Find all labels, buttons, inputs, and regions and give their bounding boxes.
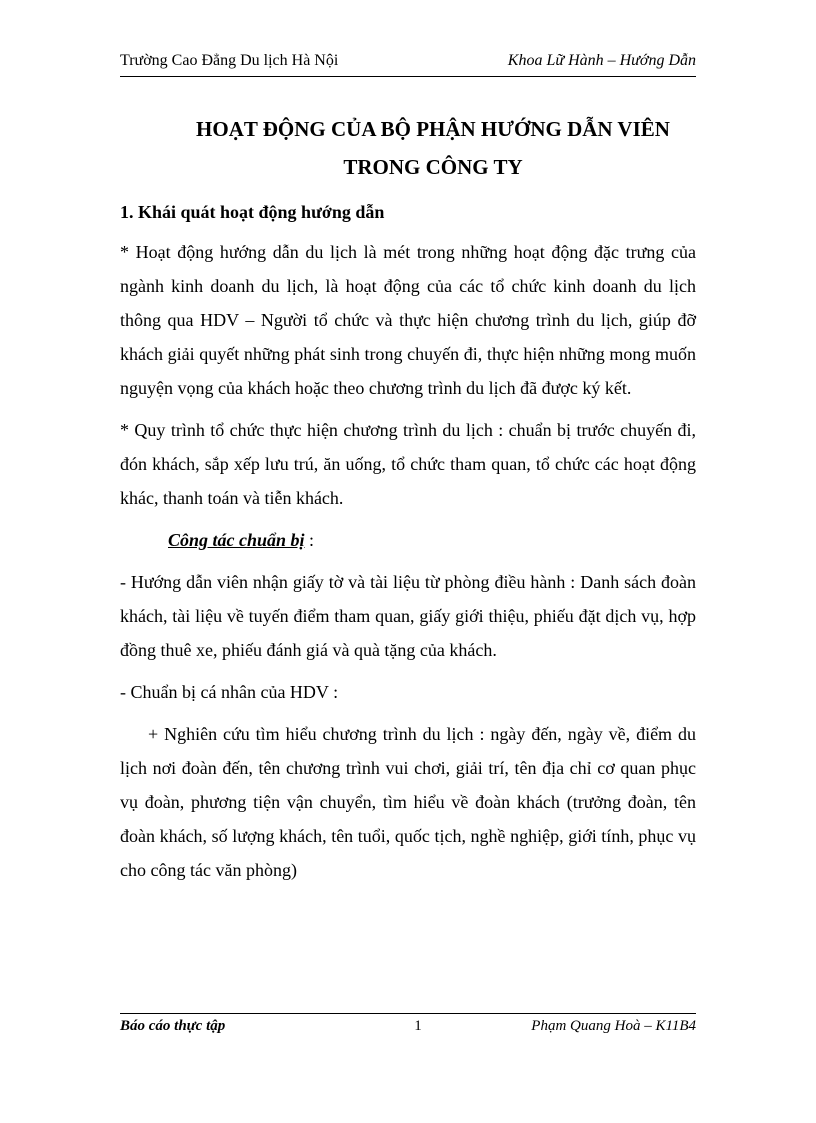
header-faculty-name: Khoa Lữ Hành – Hướng Dẫn (507, 52, 696, 69)
subheading-preparation-suffix: : (304, 530, 315, 550)
title-line-2: TRONG CÔNG TY (343, 155, 523, 179)
subheading-preparation (168, 523, 696, 557)
paragraph-overview: * Hoạt động hướng dẫn du lịch là mét trong những hoạt động đặc trưng của ngành kinh doanh du lịch, là hoạt động của các tổ chức kinh doanh du lịch thông qua HDV – Người tổ chức và thực hiện chương trình du lịch, giúp đỡ khách giải quyết những phát sinh trong chuyến đi, thực hiện những mong muốn nguyện vọng của khách hoặc theo chương trình du lịch đã được ký kết. (120, 242, 696, 398)
paragraph-research: + Nghiên cứu tìm hiểu chương trình du lịch : ngày đến, ngày về, điểm du lịch nơi đoàn đến, tên chương trình vui chơi, giải trí, tên địa chỉ cơ quan phục vụ đoàn, phương tiện vận chuyển, tìm hiểu về đoàn khách (trưởng đoàn, tên đoàn khách, số lượng khách, tên tuổi, quốc tịch, nghề nghiệp, giới tính, phục vụ cho công tác văn phòng) (120, 724, 696, 880)
subheading-preparation-label: Công tác chuẩn bị (168, 530, 305, 550)
page-header (120, 50, 696, 77)
page-footer (120, 1013, 696, 1042)
paragraph-personal-prep: - Chuẩn bị cá nhân của HDV : (120, 682, 339, 702)
section-heading: 1. Khái quát hoạt động hướng dẫn (120, 202, 385, 222)
footer-author: Phạm Quang Hoà – K11B4 (531, 1018, 696, 1034)
header-school-name: Trường Cao Đẳng Du lịch Hà Nội (120, 52, 339, 69)
document-body (120, 195, 696, 895)
footer-report-label: Báo cáo thực tập (120, 1018, 226, 1034)
footer-page-number: 1 (414, 1018, 422, 1034)
title-line-1: HOẠT ĐỘNG CỦA BỘ PHẬN HƯỚNG DẪN VIÊN (196, 117, 670, 141)
paragraph-process: * Quy trình tổ chức thực hiện chương trình du lịch : chuẩn bị trước chuyến đi, đón khách, sắp xếp lưu trú, ăn uống, tổ chức tham quan, tổ chức các hoạt động khác, thanh toán và tiễn khách. (120, 420, 696, 508)
document-title (120, 110, 696, 186)
paragraph-documents: - Hướng dẫn viên nhận giấy tờ và tài liệu từ phòng điều hành : Danh sách đoàn khách, tài liệu về tuyến điểm tham quan, giấy giới thiệu, phiếu đặt dịch vụ, hợp đồng thuê xe, phiếu đánh giá và quà tặng của khách. (120, 572, 696, 660)
